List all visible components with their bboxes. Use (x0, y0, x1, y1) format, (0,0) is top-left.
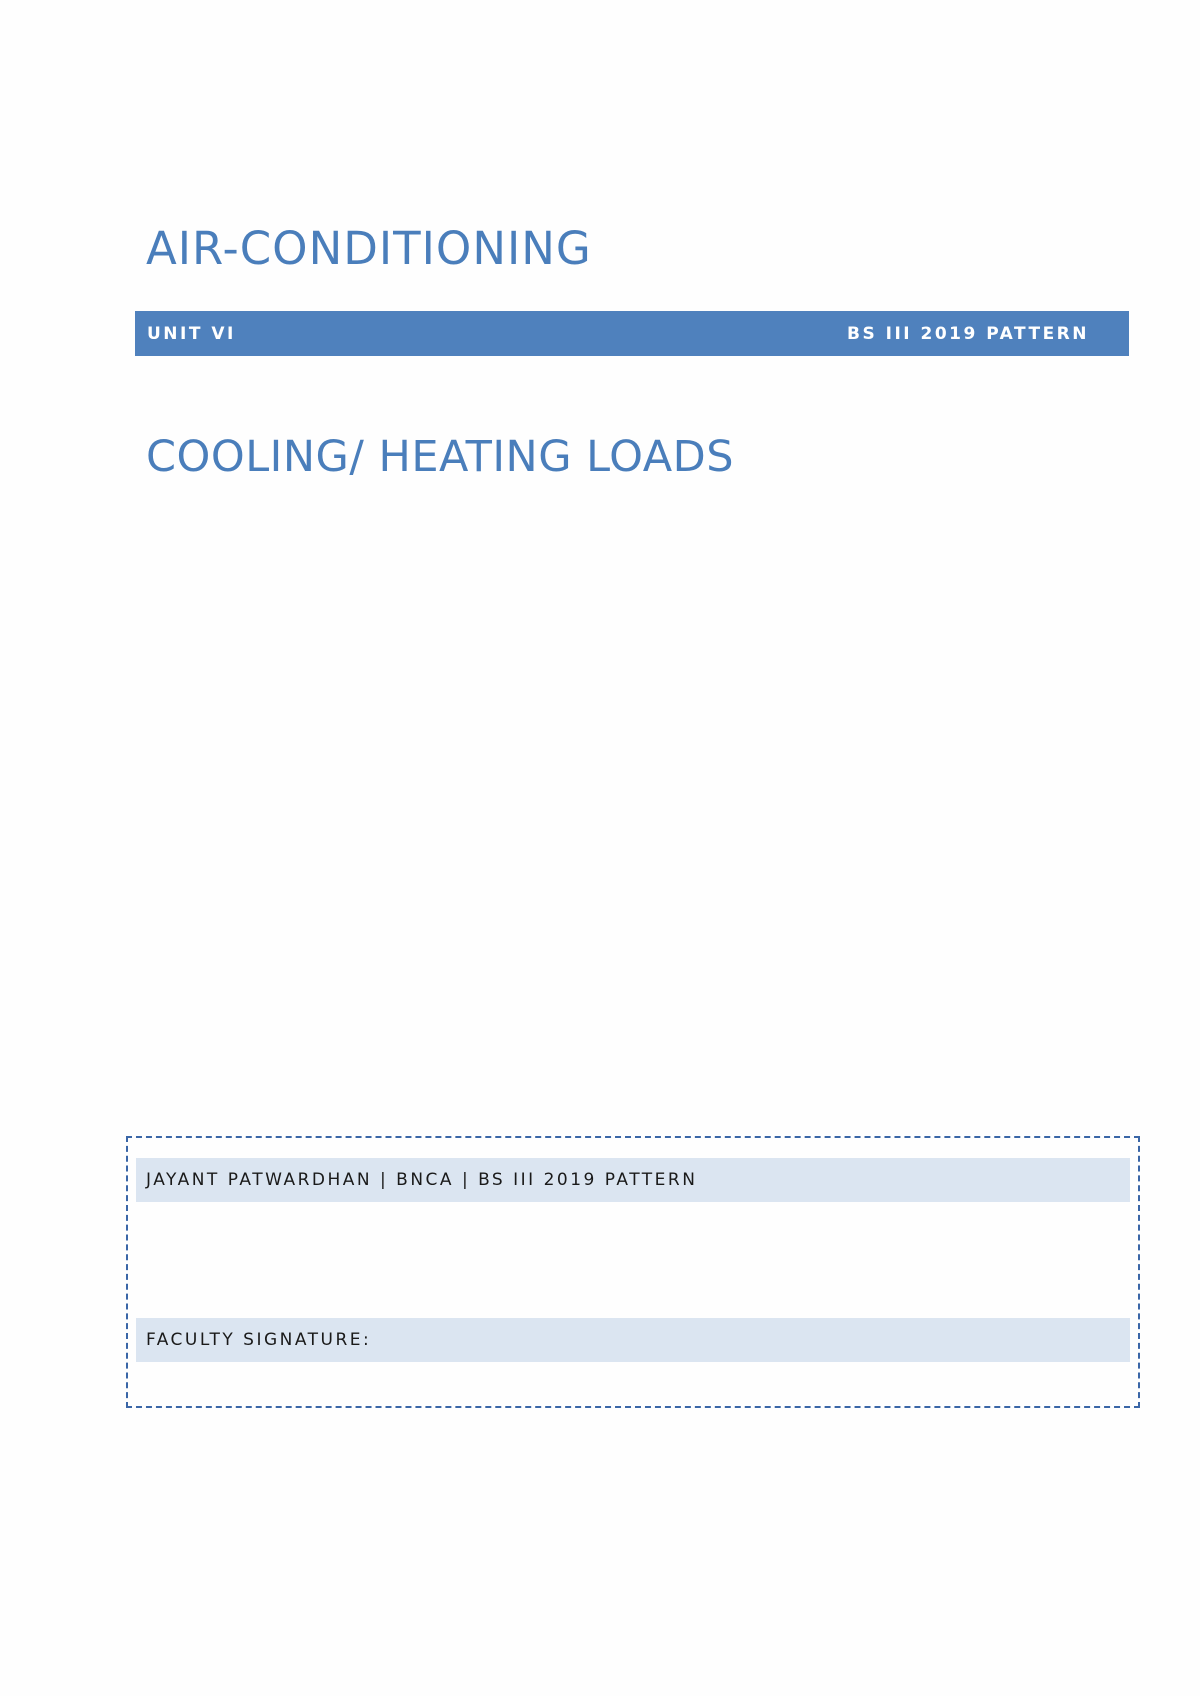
author-line: JAYANT PATWARDHAN | BNCA | BS III 2019 PATTERN (136, 1158, 1130, 1202)
document-subtitle: COOLING/ HEATING LOADS (146, 432, 735, 482)
faculty-signature-label: FACULTY SIGNATURE: (136, 1318, 1130, 1362)
author-info-box (126, 1136, 1140, 1408)
unit-label: UNIT VI (147, 323, 236, 344)
pattern-label: BS III 2019 PATTERN (847, 323, 1089, 344)
unit-banner (135, 311, 1129, 356)
document-title: AIR-CONDITIONING (146, 222, 592, 275)
